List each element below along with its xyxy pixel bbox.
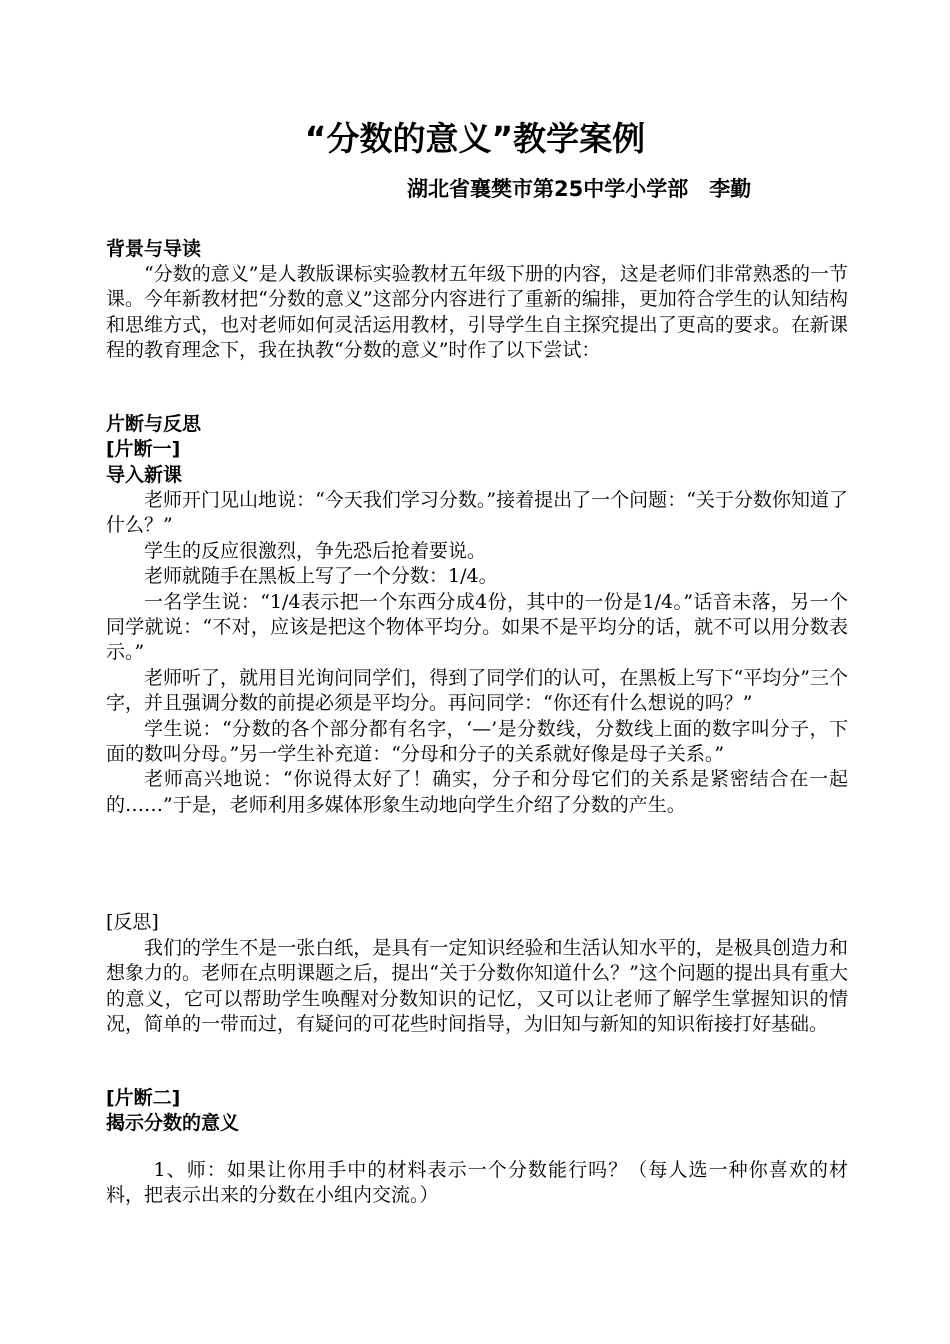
reflection-label: [反思]: [106, 911, 159, 933]
paragraph: 老师听了，就用目光询问同学们，得到了同学们的认可，在黑板上写下“平均分”三个字，并且强调分数的前提必须是平均分。再问同学：“你还有什么想说的吗？”: [106, 666, 848, 715]
document-title: “分数的意义”教学案例: [304, 119, 646, 158]
fragment-two-body: [106, 1158, 848, 1209]
fragment-one-body: [106, 488, 848, 818]
paragraph: 1、师：如果让你用手中的材料表示一个分数能行吗？（每人选一种你喜欢的材料，把表示出来的分数在小组内交流。）: [106, 1159, 848, 1207]
paragraph: 学生说：“分数的各个部分都有名字，‘—’是分数线，分数线上面的数字叫分子，下面的数叫分母。”另一学生补充道：“分母和分子的关系就好像是母子关系。”: [106, 717, 848, 766]
author-line: 湖北省襄樊市第25中学小学部 李勤: [407, 177, 752, 201]
paragraph: 老师开门见山地说：“今天我们学习分数。”接着提出了一个问题：“关于分数你知道了什么？”: [106, 489, 848, 537]
fragment-two-label: [片断二]: [106, 1087, 181, 1109]
paragraph: “分数的意义”是人教版课标实验教材五年级下册的内容，这是老师们非常熟悉的一节课。今年新教材把“分数的意义”这部分内容进行了重新的编排，更加符合学生的认知结构和思维方式，也对老师如何灵活运用教材，引导学生自主探究提出了更高的要求。在新课程的教育理念下，我在执教“分数的意义”时作了以下尝试：: [106, 263, 848, 362]
fragment-one-label: [片断一]: [106, 438, 181, 460]
section-heading-background: 背景与导读: [106, 238, 202, 260]
reflection-body: [106, 936, 848, 1038]
paragraph: 老师就随手在黑板上写了一个分数：1/4。: [144, 565, 498, 588]
paragraph: 我们的学生不是一张白纸，是具有一定知识经验和生活认知水平的，是极具创造力和想象力的。老师在点明课题之后，提出“关于分数你知道什么？”这个问题的提出具有重大的意义，它可以帮助学生唤醒对分数知识的记忆，又可以让老师了解学生掌握知识的情况，简单的一带而过，有疑问的可花些时间指导，为旧知与新知的知识衔接打好基础。: [106, 937, 848, 1036]
paragraph: 一名学生说：“1/4表示把一个东西分成4份，其中的一份是1/4。”话音未落，另一个同学就说：“不对，应该是把这个物体平均分。如果不是平均分的话，就不可以用分数表示。”: [106, 590, 848, 664]
fragment-one-subheading: 导入新课: [106, 464, 183, 486]
background-paragraph: [106, 262, 848, 364]
paragraph: 老师高兴地说：“你说得太好了！确实，分子和分母它们的关系是紧密结合在一起的……”于是，老师利用多媒体形象生动地向学生介绍了分数的产生。: [106, 768, 848, 816]
paragraph: 学生的反应很激烈，争先恐后抢着要说。: [144, 539, 487, 562]
section-heading-fragments: 片断与反思: [106, 413, 202, 435]
fragment-two-subheading: 揭示分数的意义: [106, 1112, 240, 1134]
